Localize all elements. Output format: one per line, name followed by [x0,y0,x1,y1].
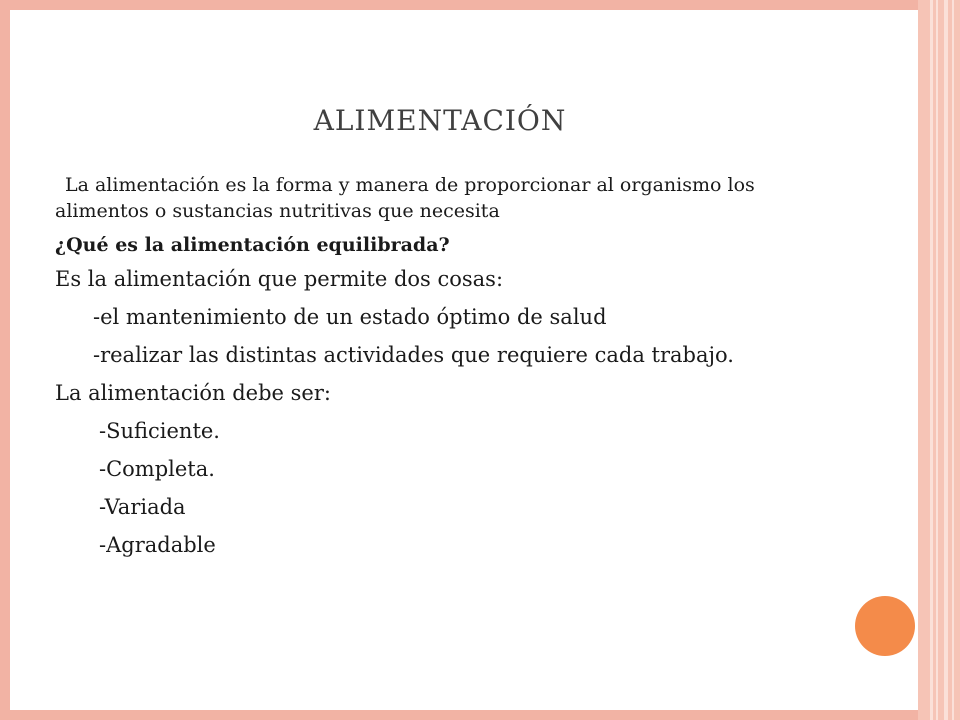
slide-frame-top [0,0,918,10]
requirement-item: -Suficiente. [99,419,220,443]
slide-frame-bottom [0,710,918,720]
requirement-item: -Completa. [99,457,215,481]
requirement-item: -Variada [99,495,186,519]
intro-paragraph: La alimentación es la forma y manera de proporcionar al organismo los alimentos o sustancias nutritivas que necesita [55,174,755,222]
question-heading: ¿Qué es la alimentación equilibrada? [55,234,450,256]
frame-stripe [944,0,948,720]
definition-lead: Es la alimentación que permite dos cosas: [55,267,504,291]
point-health: -el mantenimiento de un estado óptimo de salud [93,305,607,329]
requirement-item: -Agradable [99,533,216,557]
slide-body [55,172,835,570]
accent-circle [855,596,915,656]
slide-title: ALIMENTACIÓN [313,104,567,137]
requirements-lead: La alimentación debe ser: [55,381,331,405]
frame-stripe [936,0,938,720]
frame-stripe [952,0,954,720]
slide-frame-right [918,0,960,720]
frame-stripe [930,0,933,720]
point-activities: -realizar las distintas actividades que requiere cada trabajo. [93,343,734,367]
